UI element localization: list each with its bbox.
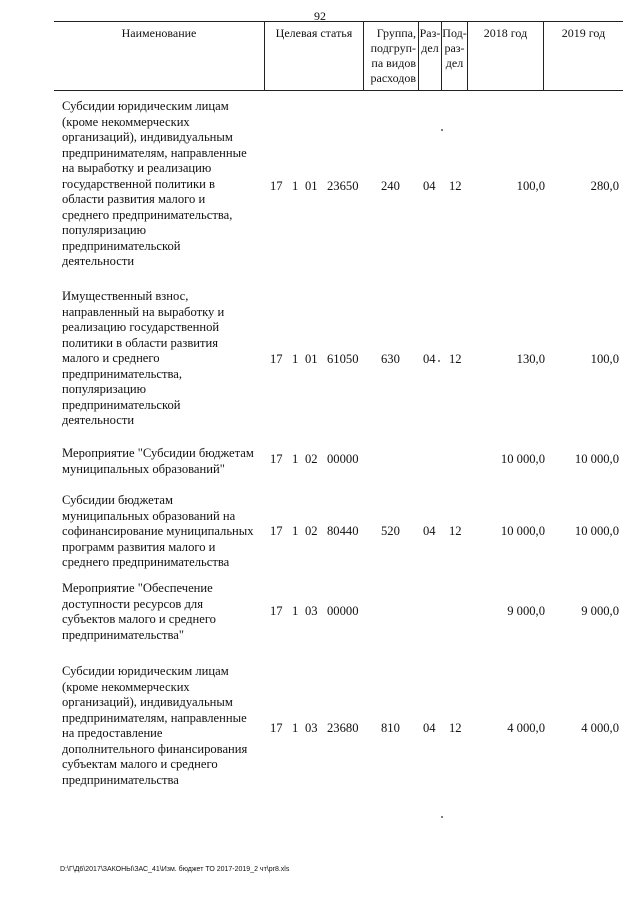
code-part-2: 1 [292,452,299,466]
row-name: Имущественный взнос, направленный на выработку и реализацию государственной политики в области развития малого и среднего предпринимательства, популяризацию предпринимательской деятельности [62,289,225,427]
section-code: 04 [423,179,436,193]
code-part-2: 1 [292,721,299,735]
subsection-code: 12 [449,721,462,735]
subsection-code: 12 [449,179,462,193]
header-group: Группа, подгруп- па видов расходов [370,26,416,85]
code-part-1: 17 [270,604,283,618]
code-part-1: 17 [270,179,283,193]
code-part-2: 1 [292,352,299,366]
code-part-2: 1 [292,604,299,618]
page-number: 92 [314,9,326,23]
value-2018: 10 000,0 [500,524,545,538]
value-2019: 280,0 [590,179,619,193]
value-2019: 4 000,0 [581,721,619,735]
section-code: 04 [423,352,436,366]
value-2019: 9 000,0 [581,604,619,618]
value-2018: 100,0 [516,179,545,193]
value-2018: 130,0 [516,352,545,366]
value-2019: 10 000,0 [574,452,619,466]
code-part-4: 00000 [327,452,359,466]
value-2019: 10 000,0 [574,524,619,538]
group-code: 520 [381,524,400,538]
header-section: Раз- дел [419,26,441,55]
value-2018: 9 000,0 [507,604,545,618]
file-path-footer: D:\Г\Д6\2017\ЗАКОНЫ\ЗАС_41\Изм. бюджет ТО 2017-2019_2 чт\pr8.xls [60,866,290,873]
code-part-4: 00000 [327,604,359,618]
header-target: Целевая статья [275,26,353,40]
header-subsection: Под- раз- дел [442,26,467,70]
code-part-1: 17 [270,352,283,366]
code-part-1: 17 [270,524,283,538]
code-part-4: 23650 [327,179,359,193]
value-2018: 10 000,0 [500,452,545,466]
code-part-3: 03 [305,721,318,735]
value-2019: 100,0 [590,352,619,366]
row-name: Субсидии юридическим лицам (кроме некоммерческих организаций), индивидуальным предпринимателям, направленные на предоставление дополнительного финансирования субъектам малого и среднего предпринимательства [62,664,248,787]
header-2018: 2018 год [483,26,528,40]
code-part-3: 01 [305,179,318,193]
code-part-3: 02 [305,452,318,466]
group-code: 630 [381,352,400,366]
row-name: Субсидии бюджетам муниципальных образований на софинансирование муниципальных программ развития малого и среднего предпринимательства [62,493,254,569]
code-part-1: 17 [270,721,283,735]
header-2019: 2019 год [561,26,606,40]
row-name: Мероприятие "Субсидии бюджетам муниципальных образований" [62,446,254,476]
code-part-2: 1 [292,179,299,193]
section-code: 04 [423,524,436,538]
code-part-1: 17 [270,452,283,466]
code-part-3: 01 [305,352,318,366]
scan-speck [441,816,443,818]
row-name: Мероприятие "Обеспечение доступности ресурсов для субъектов малого и среднего предпринимательства" [62,581,216,642]
code-part-3: 03 [305,604,318,618]
scan-speck [438,360,440,362]
code-part-4: 80440 [327,524,359,538]
header-name: Наименование [121,26,197,40]
table-header [54,21,623,91]
row-name: Субсидии юридическим лицам (кроме некоммерческих организаций), индивидуальным предпринимателям, направленные на выработку и реализацию государственной политики в области развития малого и среднего предпринимательства, популяризацию предпринимательской деятельности [62,99,247,268]
subsection-code: 12 [449,352,462,366]
code-part-3: 02 [305,524,318,538]
code-part-4: 61050 [327,352,359,366]
code-part-4: 23680 [327,721,359,735]
group-code: 810 [381,721,400,735]
code-part-2: 1 [292,524,299,538]
scan-speck [441,129,443,131]
section-code: 04 [423,721,436,735]
subsection-code: 12 [449,524,462,538]
value-2018: 4 000,0 [507,721,545,735]
group-code: 240 [381,179,400,193]
